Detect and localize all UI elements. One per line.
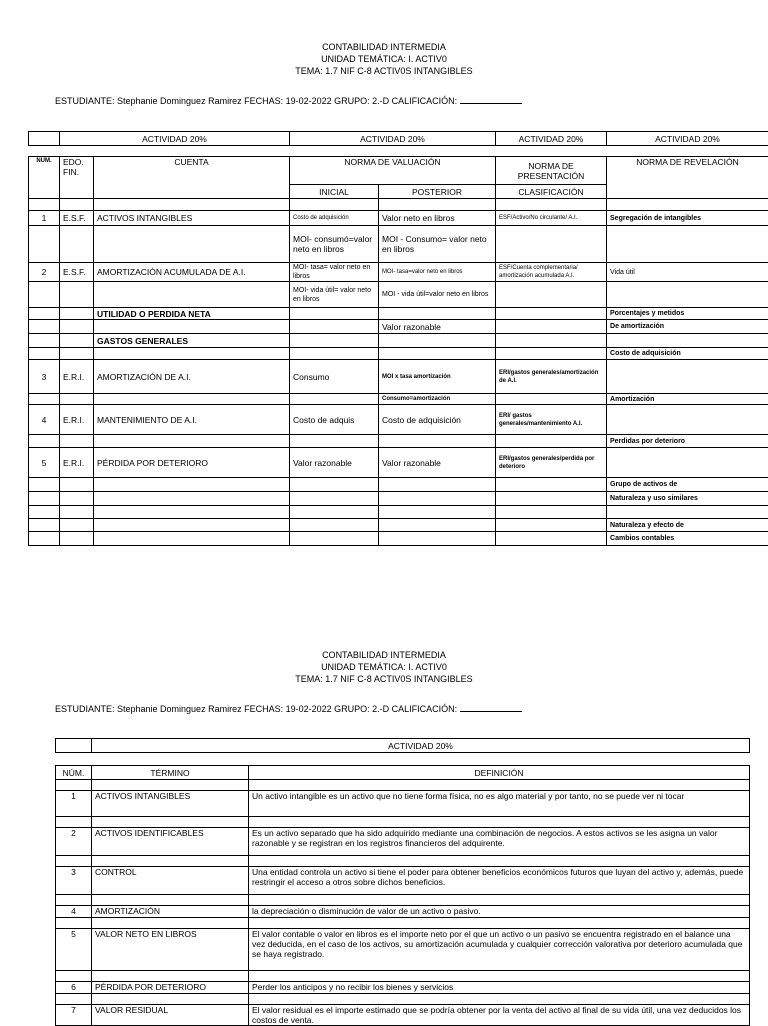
cell-definicion: Una entidad controla un activo si tiene el poder para obtener beneficios económicos futuros que luyan del activo y, además, puede restringir el acceso a otros sobre dichos beneficios.	[249, 867, 750, 895]
cell-num	[29, 320, 60, 334]
cell-revel	[607, 405, 768, 435]
cell-revel: Cambios contables	[607, 532, 768, 546]
cell-cuenta: AMORTIZACIÓN ACUMULADA DE A.I.	[94, 263, 290, 282]
cell-revel: Naturaleza y efecto de	[607, 519, 768, 532]
cell-revel: De amortización	[607, 320, 768, 334]
spacer-row	[56, 817, 750, 828]
cell-clasif	[496, 394, 607, 405]
cell-num	[29, 308, 60, 320]
cell-revel: Vida útil	[607, 263, 768, 282]
cell-cuenta	[94, 435, 290, 448]
empty-cell	[92, 780, 249, 791]
empty-cell	[249, 817, 750, 828]
table-row	[29, 263, 768, 282]
cell-clasif	[496, 492, 607, 506]
cell-revel	[607, 360, 768, 394]
table-row	[29, 282, 768, 308]
cell-termino: AMORTIZACIÓN	[92, 906, 249, 918]
cell-definicion: El valor contable o valor en libros es el importe neto por el que un activo o un pasivo se encuentra registrado en el balance una vez deducida, en el caso de los activos, su amortización acumulada y cualquier corrección valorativa por deterioro acumulada que se haya registrado.	[249, 929, 750, 971]
table-row	[29, 448, 768, 478]
empty-cell	[56, 994, 92, 1005]
page1-student-text: ESTUDIANTE: Stephanie Dominguez Ramirez FECHAS: 19-02-2022 GRUPO: 2.-D CALIFICACIÓN:	[55, 96, 460, 106]
cell-termino: VALOR NETO EN LIBROS	[92, 929, 249, 971]
cell-cuenta: GASTOS GENERALES	[94, 334, 290, 348]
cell-posterior: MOI- tasa=valor neto en libros	[379, 263, 496, 282]
cell-cuenta	[94, 199, 290, 211]
cell-clasif	[496, 519, 607, 532]
cell-revel: Amortización	[607, 394, 768, 405]
cell-edo	[60, 478, 94, 492]
cell-definicion: Es un activo separado que ha sido adquirido mediante una combinación de negocios. A estos activos se les asigna un valor razonable y se registran en los registros financieros del adquirente.	[249, 828, 750, 856]
cell-edo	[60, 199, 94, 211]
cell-cuenta	[94, 320, 290, 334]
cell-posterior: Costo de adquisición	[379, 405, 496, 435]
cell-clasif	[496, 334, 607, 348]
header-termino: TÉRMINO	[92, 766, 249, 780]
page1-accounts-table	[28, 156, 768, 546]
cell-inicial: Consumo	[290, 360, 379, 394]
cell-edo: E.R.I.	[60, 360, 94, 394]
spacer-row	[56, 856, 750, 867]
cell-inicial	[290, 492, 379, 506]
table-row	[29, 334, 768, 348]
cell-inicial	[290, 334, 379, 348]
cell-edo	[60, 532, 94, 546]
cell-revel: Costo de adquisición	[607, 348, 768, 360]
cell-inicial	[290, 478, 379, 492]
cell-edo	[60, 394, 94, 405]
cell-edo	[60, 435, 94, 448]
table-row	[56, 982, 750, 994]
table-row	[29, 492, 768, 506]
page1-activity-table	[28, 131, 768, 146]
cell-inicial: Costo de adquis	[290, 405, 379, 435]
cell-cuenta	[94, 226, 290, 263]
empty-cell	[249, 856, 750, 867]
cell-clasif	[496, 226, 607, 263]
cell-posterior: MOI - vida útil=valor neto en libros	[379, 282, 496, 308]
table-row	[29, 478, 768, 492]
empty-cell	[56, 856, 92, 867]
cell-posterior: Valor razonable	[379, 320, 496, 334]
cell-cuenta: AMORTIZACIÓN DE A.I.	[94, 360, 290, 394]
empty-cell	[92, 918, 249, 929]
empty-cell	[92, 817, 249, 828]
cell-inicial	[290, 519, 379, 532]
cell-inicial	[290, 532, 379, 546]
cell-inicial	[290, 435, 379, 448]
cell-termino: ACTIVOS IDENTIFICABLES	[92, 828, 249, 856]
table-row	[29, 519, 768, 532]
header-posterior: POSTERIOR	[379, 185, 496, 199]
page2-grade-blank	[460, 702, 522, 712]
empty-cell	[249, 895, 750, 906]
activity-cell: ACTIVIDAD 20%	[92, 739, 750, 753]
spacer-row	[56, 780, 750, 791]
cell-num	[29, 348, 60, 360]
cell-clasif	[496, 320, 607, 334]
spacer-row	[56, 895, 750, 906]
table-row	[29, 532, 768, 546]
cell-cuenta: UTILIDAD O PERDIDA NETA	[94, 308, 290, 320]
cell-definicion: Un activo intangible es un activo que no tiene forma física, no es algo material y por tanto, no se puede ver ni tocar	[249, 791, 750, 817]
cell-edo: E.S.F.	[60, 211, 94, 226]
cell-num: 3	[29, 360, 60, 394]
table-row	[29, 360, 768, 394]
cell-clasif	[496, 435, 607, 448]
table-row	[29, 226, 768, 263]
header-presentacion: NORMA DE PRESENTACIÓN	[496, 157, 607, 185]
cell-num	[29, 519, 60, 532]
cell-cuenta	[94, 282, 290, 308]
header-inicial: INICIAL	[290, 185, 379, 199]
cell-edo	[60, 506, 94, 519]
empty-cell	[56, 780, 92, 791]
activity-cell: ACTIVIDAD 20%	[496, 132, 607, 146]
cell-definicion: la depreciación o disminución de valor de un activo o pasivo.	[249, 906, 750, 918]
cell-num: 6	[56, 982, 92, 994]
cell-clasif	[496, 282, 607, 308]
empty-cell	[92, 895, 249, 906]
cell-definicion: El valor residual es el importe estimado que se podría obtener por la venta del activo al final de su vida útil, una vez deducidos los costos de venta.	[249, 1005, 750, 1026]
page2-header-line3: TEMA: 1.7 NIF C-8 ACTIV0S INTANGIBLES	[0, 673, 768, 685]
cell-num: 2	[29, 263, 60, 282]
spacer-row	[56, 918, 750, 929]
cell-num: 1	[29, 211, 60, 226]
cell-definicion: Perder los anticipos y no recibir los bienes y servicios	[249, 982, 750, 994]
cell-revel	[607, 282, 768, 308]
page2-terms-table	[55, 765, 750, 1026]
cell-posterior: Consumo=amortización	[379, 394, 496, 405]
table-row	[29, 199, 768, 211]
activity-cell: ACTIVIDAD 20%	[60, 132, 290, 146]
cell-num: 5	[56, 929, 92, 971]
cell-posterior	[379, 532, 496, 546]
table-row	[29, 506, 768, 519]
cell-num	[29, 532, 60, 546]
table-row	[29, 320, 768, 334]
spacer-row	[56, 994, 750, 1005]
page2-student-text: ESTUDIANTE: Stephanie Dominguez Ramirez FECHAS: 19-02-2022 GRUPO: 2.-D CALIFICACIÓN:	[55, 704, 460, 714]
activity-cell: ACTIVIDAD 20%	[607, 132, 768, 146]
cell-edo: E.R.I.	[60, 405, 94, 435]
cell-revel	[607, 334, 768, 348]
cell-clasif	[496, 478, 607, 492]
cell-cuenta: ACTIVOS INTANGIBLES	[94, 211, 290, 226]
cell-num	[29, 492, 60, 506]
cell-termino: ACTIVOS INTANGIBLES	[92, 791, 249, 817]
activity-cell: ACTIVIDAD 20%	[290, 132, 496, 146]
cell-clasif: ESF/Activo/No circulante/ A.I.	[496, 211, 607, 226]
activity-cell-blank	[56, 739, 92, 753]
cell-revel	[607, 506, 768, 519]
cell-edo	[60, 308, 94, 320]
cell-cuenta: PÉRDIDA POR DETERIORO	[94, 448, 290, 478]
cell-revel: Naturaleza y uso similares	[607, 492, 768, 506]
header-definicion: DEFINICIÓN	[249, 766, 750, 780]
cell-clasif	[496, 199, 607, 211]
cell-posterior	[379, 199, 496, 211]
cell-inicial: MOI- tasa= valor neto en libros	[290, 263, 379, 282]
cell-posterior	[379, 492, 496, 506]
cell-clasif: ERI/gastos generales/amortización de A.I.	[496, 360, 607, 394]
header-clasificacion: CLASIFICACIÓN	[496, 185, 607, 199]
cell-cuenta	[94, 532, 290, 546]
cell-inicial	[290, 506, 379, 519]
empty-cell	[249, 994, 750, 1005]
cell-inicial: MOI- vida útil= valor neto en libros	[290, 282, 379, 308]
cell-revel	[607, 199, 768, 211]
cell-posterior: MOI - Consumo= valor neto en libros	[379, 226, 496, 263]
table-row	[29, 405, 768, 435]
cell-num	[29, 506, 60, 519]
cell-posterior	[379, 478, 496, 492]
empty-cell	[56, 971, 92, 982]
page2-header	[0, 649, 768, 685]
cell-num: 4	[56, 906, 92, 918]
table-row	[56, 1005, 750, 1026]
cell-clasif	[496, 308, 607, 320]
empty-cell	[92, 856, 249, 867]
cell-revel: Segregación de intangibles	[607, 211, 768, 226]
cell-cuenta	[94, 519, 290, 532]
header-cuenta: CUENTA	[94, 157, 290, 199]
cell-num: 2	[56, 828, 92, 856]
cell-edo	[60, 282, 94, 308]
cell-num: 4	[29, 405, 60, 435]
empty-cell	[56, 895, 92, 906]
cell-edo	[60, 334, 94, 348]
table-row	[29, 394, 768, 405]
header-valuacion: NORMA DE VALUACIÓN	[290, 157, 496, 185]
cell-edo	[60, 519, 94, 532]
empty-cell	[56, 817, 92, 828]
page2-header-line1: CONTABILIDAD INTERMEDIA	[0, 649, 768, 661]
page2-header-line2: UNIDAD TEMÁTICA: I. ACTIV0	[0, 661, 768, 673]
cell-num	[29, 478, 60, 492]
cell-cuenta	[94, 348, 290, 360]
cell-edo	[60, 226, 94, 263]
cell-num	[29, 334, 60, 348]
cell-cuenta	[94, 492, 290, 506]
spacer-row	[56, 971, 750, 982]
cell-num	[29, 282, 60, 308]
header-edo: EDO. FIN.	[60, 157, 94, 199]
cell-cuenta	[94, 394, 290, 405]
cell-inicial	[290, 199, 379, 211]
cell-posterior	[379, 519, 496, 532]
table-row	[56, 906, 750, 918]
cell-inicial: Costo de adquisición	[290, 211, 379, 226]
cell-posterior	[379, 348, 496, 360]
table-row	[29, 348, 768, 360]
cell-num: 7	[56, 1005, 92, 1026]
header-num: NÚM.	[56, 766, 92, 780]
table-row	[56, 791, 750, 817]
empty-cell	[249, 971, 750, 982]
cell-posterior	[379, 308, 496, 320]
cell-revel: Perdidas por deterioro	[607, 435, 768, 448]
cell-inicial	[290, 320, 379, 334]
cell-inicial	[290, 308, 379, 320]
cell-clasif: ERI/gastos generales/perdida por deterioro	[496, 448, 607, 478]
empty-cell	[56, 918, 92, 929]
page1-header-line2: UNIDAD TEMÁTICA: I. ACTIV0	[0, 53, 768, 65]
cell-posterior	[379, 435, 496, 448]
empty-cell	[92, 994, 249, 1005]
cell-cuenta	[94, 506, 290, 519]
page2-activity-table	[55, 738, 750, 753]
cell-clasif	[496, 348, 607, 360]
empty-cell	[92, 971, 249, 982]
cell-num: 5	[29, 448, 60, 478]
table-row	[56, 828, 750, 856]
cell-edo: E.R.I.	[60, 448, 94, 478]
cell-clasif: ESF/Cuenta complementaria/ amortización acumulada A.I.	[496, 263, 607, 282]
cell-posterior	[379, 334, 496, 348]
cell-num	[29, 435, 60, 448]
cell-inicial	[290, 394, 379, 405]
cell-posterior: Valor neto en libros	[379, 211, 496, 226]
cell-num: 3	[56, 867, 92, 895]
page1-grade-blank	[460, 94, 522, 104]
activity-cell-blank	[29, 132, 60, 146]
cell-cuenta: MANTENIMIENTO DE A.I.	[94, 405, 290, 435]
table-row	[56, 929, 750, 971]
cell-edo	[60, 348, 94, 360]
table-row	[56, 867, 750, 895]
cell-num	[29, 199, 60, 211]
cell-termino: CONTROL	[92, 867, 249, 895]
page1-header	[0, 41, 768, 77]
cell-cuenta	[94, 478, 290, 492]
cell-revel	[607, 226, 768, 263]
page1-header-line1: CONTABILIDAD INTERMEDIA	[0, 41, 768, 53]
cell-posterior	[379, 506, 496, 519]
cell-termino: VALOR RESIDUAL	[92, 1005, 249, 1026]
cell-num: 1	[56, 791, 92, 817]
cell-posterior: Valor razonable	[379, 448, 496, 478]
cell-clasif	[496, 506, 607, 519]
cell-posterior: MOI x tasa amortización	[379, 360, 496, 394]
header-revelacion: NORMA DE REVELACIÓN	[607, 157, 768, 199]
cell-revel: Grupo de activos de	[607, 478, 768, 492]
empty-cell	[249, 918, 750, 929]
page1-student-info	[55, 94, 522, 106]
table-row	[29, 211, 768, 226]
cell-revel: Porcentajes y metidos	[607, 308, 768, 320]
cell-num	[29, 226, 60, 263]
cell-inicial: MOI- consumó=valor neto en libros	[290, 226, 379, 263]
cell-edo	[60, 320, 94, 334]
cell-revel	[607, 448, 768, 478]
table-row	[29, 435, 768, 448]
page1-header-line3: TEMA: 1.7 NIF C-8 ACTIV0S INTANGIBLES	[0, 65, 768, 77]
page2-student-info	[55, 702, 522, 714]
cell-edo: E.S.F.	[60, 263, 94, 282]
header-num: NÚM.	[29, 157, 60, 199]
cell-inicial: Valor razonable	[290, 448, 379, 478]
cell-inicial	[290, 348, 379, 360]
cell-termino: PÉRDIDA POR DETERIORO	[92, 982, 249, 994]
cell-clasif: ERI/ gastos generales/mantenimiento A.I.	[496, 405, 607, 435]
cell-edo	[60, 492, 94, 506]
cell-clasif	[496, 532, 607, 546]
table-row	[29, 308, 768, 320]
cell-num	[29, 394, 60, 405]
empty-cell	[249, 780, 750, 791]
